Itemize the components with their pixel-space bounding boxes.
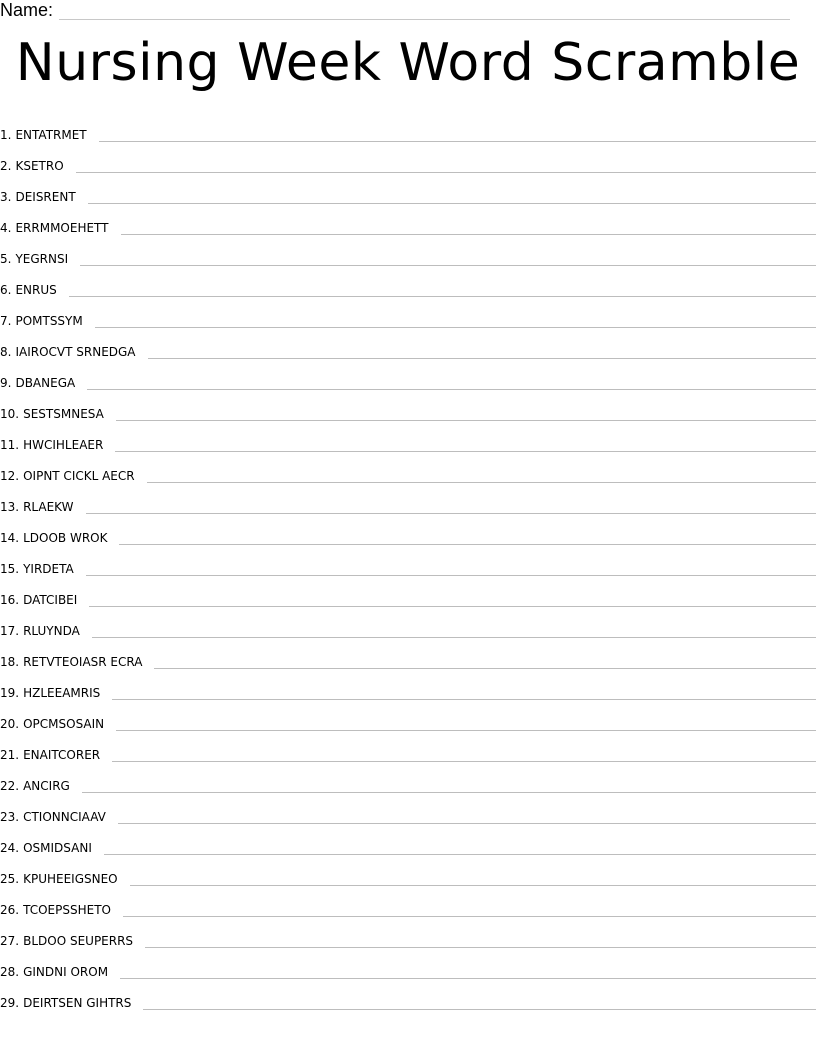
item-number: 29. [0,996,20,1010]
answer-line[interactable] [89,596,816,607]
answer-line[interactable] [120,968,816,979]
item-number: 13. [0,500,20,514]
scrambled-word: DATCIBEI [23,593,78,607]
answer-line[interactable] [154,658,816,669]
item-number: 5. [0,252,12,266]
scramble-text [0,685,100,701]
scrambled-word: DBANEGA [15,376,76,390]
answer-line[interactable] [123,906,816,917]
scrambled-word: KSETRO [15,159,64,173]
scramble-text [0,220,109,236]
scrambled-word: RLAEKW [23,500,74,514]
answer-line[interactable] [119,534,816,545]
scramble-text [0,127,87,143]
scramble-text [0,933,133,949]
scrambled-word: LDOOB WROK [23,531,108,545]
scramble-item [0,143,816,174]
page-title: Nursing Week Word Scramble [15,33,801,93]
item-number: 18. [0,655,20,669]
item-number: 1. [0,128,12,142]
scrambled-word: RLUYNDA [23,624,80,638]
scramble-text [0,623,80,639]
scramble-item [0,453,816,484]
scrambled-word: OSMIDSANI [23,841,92,855]
scramble-text [0,964,108,980]
scramble-item [0,205,816,236]
item-number: 7. [0,314,12,328]
scramble-text [0,375,75,391]
scramble-text [0,344,136,360]
answer-line[interactable] [92,627,816,638]
scramble-item [0,949,816,980]
scrambled-word: DEIRTSEN GIHTRS [23,996,132,1010]
item-number: 20. [0,717,20,731]
scrambled-word: YIRDETA [23,562,74,576]
scrambled-word: KPUHEEIGSNEO [23,872,118,886]
scramble-item [0,918,816,949]
answer-line[interactable] [80,255,816,266]
scramble-item [0,670,816,701]
item-number: 15. [0,562,20,576]
scramble-item [0,701,816,732]
scramble-item [0,236,816,267]
item-number: 21. [0,748,20,762]
name-write-line[interactable] [59,3,790,20]
item-number: 27. [0,934,20,948]
scramble-item [0,608,816,639]
scramble-text [0,282,57,298]
item-number: 3. [0,190,12,204]
answer-line[interactable] [130,875,816,886]
item-number: 14. [0,531,20,545]
scramble-item [0,112,816,143]
item-number: 22. [0,779,20,793]
answer-line[interactable] [69,286,816,297]
scramble-item [0,546,816,577]
scrambled-word: YEGRNSI [15,252,69,266]
scramble-item [0,577,816,608]
scrambled-word: DEISRENT [15,190,76,204]
item-number: 6. [0,283,12,297]
scrambled-word: HZLEEAMRIS [23,686,101,700]
scramble-text [0,995,131,1011]
item-number: 16. [0,593,20,607]
scrambled-word: ERRMMOEHETT [15,221,109,235]
name-label: Name: [0,0,54,20]
answer-line[interactable] [87,379,816,390]
scramble-text [0,437,103,453]
scrambled-word: RETVTEOIASR ECRA [23,655,143,669]
answer-line[interactable] [99,131,816,142]
scramble-item [0,329,816,360]
scrambled-word: BLDOO SEUPERRS [23,934,134,948]
scramble-item [0,763,816,794]
scramble-text [0,468,135,484]
name-field [0,0,790,20]
item-number: 8. [0,345,12,359]
scramble-text [0,778,70,794]
scrambled-word: TCOEPSSHETO [23,903,111,917]
scrambled-word: OPCMSOSAIN [23,717,105,731]
scramble-text [0,747,100,763]
scrambled-word: OIPNT CICKL AECR [23,469,135,483]
answer-line[interactable] [82,782,816,793]
scramble-text [0,871,118,887]
scramble-item [0,360,816,391]
scramble-text [0,592,77,608]
scramble-item [0,794,816,825]
item-number: 23. [0,810,20,824]
answer-line[interactable] [147,472,816,483]
scramble-item [0,391,816,422]
scramble-text [0,809,106,825]
answer-line[interactable] [116,720,816,731]
item-number: 4. [0,221,12,235]
scramble-item [0,887,816,918]
scramble-item [0,267,816,298]
scramble-list [0,112,816,1011]
item-number: 25. [0,872,20,886]
item-number: 12. [0,469,20,483]
answer-line[interactable] [76,162,816,173]
item-number: 17. [0,624,20,638]
answer-line[interactable] [143,999,816,1010]
item-number: 11. [0,438,20,452]
item-number: 9. [0,376,12,390]
answer-line[interactable] [121,224,816,235]
answer-line[interactable] [145,937,816,948]
scramble-item [0,422,816,453]
answer-line[interactable] [95,317,816,328]
answer-line[interactable] [104,844,816,855]
answer-line[interactable] [116,410,816,421]
scramble-text [0,840,92,856]
scramble-item [0,732,816,763]
scramble-item [0,825,816,856]
scramble-item [0,174,816,205]
scrambled-word: HWCIHLEAER [23,438,104,452]
scramble-text [0,530,107,546]
item-number: 24. [0,841,20,855]
scrambled-word: ANCIRG [23,779,70,793]
scrambled-word: SESTSMNESA [23,407,104,421]
scramble-text [0,561,74,577]
scramble-text [0,716,104,732]
scramble-item [0,484,816,515]
answer-line[interactable] [112,689,816,700]
item-number: 19. [0,686,20,700]
scramble-text [0,902,111,918]
item-number: 2. [0,159,12,173]
scrambled-word: GINDNI OROM [23,965,109,979]
scrambled-word: IAIROCVT SRNEDGA [15,345,136,359]
scrambled-word: ENAITCORER [23,748,101,762]
scrambled-word: ENTATRMET [15,128,87,142]
scramble-text [0,406,104,422]
scrambled-word: ENRUS [15,283,57,297]
scramble-item [0,980,816,1011]
scramble-text [0,158,64,174]
scramble-text [0,189,76,205]
answer-line[interactable] [115,441,816,452]
item-number: 28. [0,965,20,979]
answer-line[interactable] [86,503,816,514]
answer-line[interactable] [148,348,816,359]
item-number: 26. [0,903,20,917]
answer-line[interactable] [86,565,816,576]
answer-line[interactable] [88,193,816,204]
scramble-item [0,298,816,329]
item-number: 10. [0,407,20,421]
scrambled-word: POMTSSYM [15,314,83,328]
scrambled-word: CTIONNCIAAV [23,810,106,824]
answer-line[interactable] [118,813,816,824]
scramble-item [0,515,816,546]
scramble-item [0,856,816,887]
scramble-text [0,654,142,670]
scramble-item [0,639,816,670]
scramble-text [0,499,74,515]
answer-line[interactable] [112,751,816,762]
scramble-text [0,251,68,267]
scramble-text [0,313,83,329]
